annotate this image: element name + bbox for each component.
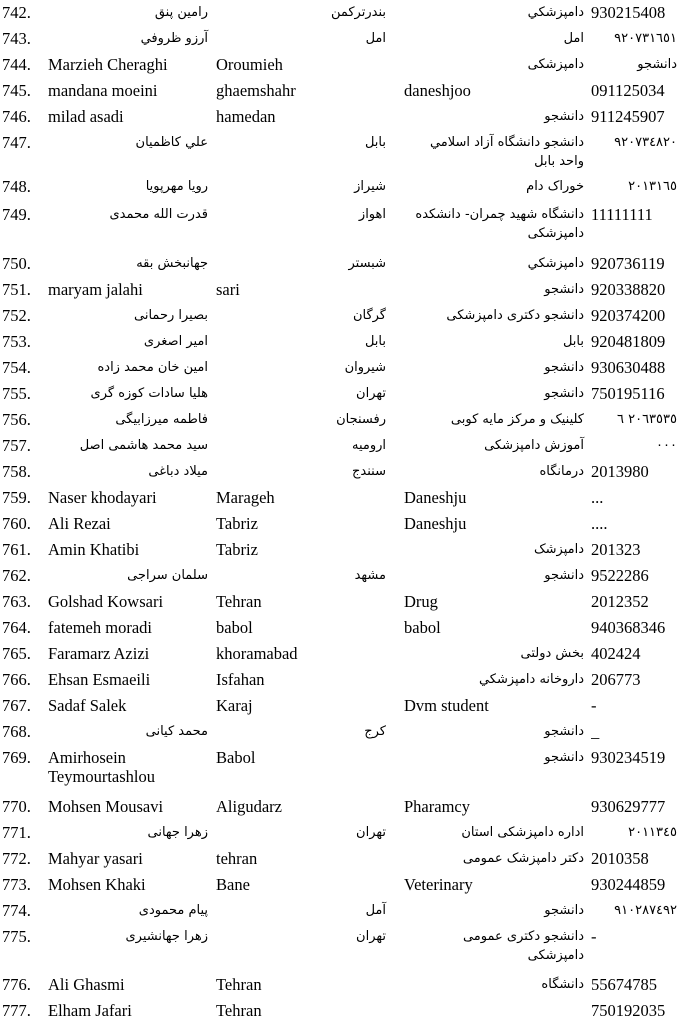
code-cell: دانشجو — [637, 57, 677, 72]
occupation-cell: دانشجو دانشگاه آزاد اسلامي واحد بابل — [429, 135, 584, 169]
occupation-cell: دامپزشکي — [527, 5, 584, 20]
row-number: 762. — [2, 566, 31, 585]
occupation-cell: دانشگاه — [541, 977, 584, 992]
city-cell: بابل — [364, 135, 386, 150]
occupation-cell: دامپزشکی — [527, 57, 584, 72]
city-cell: شيراز — [354, 179, 386, 194]
row-number: 776. — [2, 975, 31, 994]
occupation-cell: کلینیک و مرکز مایه کوبی — [450, 412, 584, 427]
row-number: 769. — [2, 748, 31, 767]
occupation-cell: Drug — [404, 592, 438, 611]
occupation-cell: Pharamcy — [404, 797, 470, 816]
code-cell: 911245907 — [591, 107, 665, 126]
city-cell: sari — [216, 280, 240, 299]
city-cell: تهران — [356, 825, 386, 840]
city-cell: tehran — [216, 849, 258, 868]
row-number: 751. — [2, 280, 31, 299]
row-number: 763. — [2, 592, 31, 611]
city-cell: Tehran — [216, 592, 262, 611]
row-number: 755. — [2, 384, 31, 403]
code-cell: 091125034 — [591, 81, 665, 100]
person-name: Amirhosein Teymourtashlou — [48, 748, 155, 786]
person-name: Faramarz Azizi — [48, 644, 150, 663]
code-cell: 930630488 — [591, 358, 666, 377]
person-name: علي كاظميان — [135, 135, 208, 150]
occupation-cell: دانشجو — [544, 724, 584, 739]
row-number: 747. — [2, 133, 31, 152]
city-cell: بندرترکمن — [330, 5, 386, 20]
code-cell: 920338820 — [591, 280, 666, 299]
occupation-cell: آموزش دامپزشکی — [484, 438, 584, 453]
occupation-cell: Daneshju — [404, 514, 467, 533]
city-cell: Tabriz — [216, 514, 258, 533]
code-cell: 750195116 — [591, 384, 665, 403]
row-number: 761. — [2, 540, 31, 559]
city-cell: Marageh — [216, 488, 275, 507]
city-cell: رفسنجان — [336, 412, 386, 427]
city-cell: گرگان — [352, 308, 386, 323]
code-cell: - — [591, 927, 597, 946]
city-cell: سنندج — [352, 464, 386, 479]
person-name: fatemeh moradi — [48, 618, 152, 637]
row-number: 760. — [2, 514, 31, 533]
row-number: 777. — [2, 1001, 31, 1020]
code-cell: 750192035 — [591, 1001, 666, 1020]
code-cell: 940368346 — [591, 618, 666, 637]
person-name: maryam jalahi — [48, 280, 143, 299]
code-cell: 920374200 — [591, 306, 666, 325]
row-number: 775. — [2, 927, 31, 946]
city-cell: اروميه — [351, 438, 386, 453]
row-number: 744. — [2, 55, 31, 74]
code-cell: - — [591, 696, 597, 715]
code-cell: ٩٢٠٧٣٤٨٢٠ — [614, 135, 677, 150]
code-cell: ... — [591, 488, 604, 507]
row-number: 774. — [2, 901, 31, 920]
code-cell: 402424 — [591, 644, 641, 663]
city-cell: امل — [365, 31, 386, 46]
code-cell: 2012352 — [591, 592, 649, 611]
city-cell: babol — [216, 618, 253, 637]
city-cell: Oroumieh — [216, 55, 283, 74]
person-name: Mohsen Khaki — [48, 875, 146, 894]
row-number: 748. — [2, 177, 31, 196]
city-cell: Babol — [216, 748, 256, 767]
city-cell: کرج — [364, 724, 386, 739]
code-cell: 930629777 — [591, 797, 666, 816]
city-cell: Isfahan — [216, 670, 265, 689]
person-name: Marzieh Cheraghi — [48, 55, 168, 74]
person-name: milad asadi — [48, 107, 124, 126]
code-cell: ٩٢٠٧٣١٦٥١ — [614, 31, 677, 46]
occupation-cell: داروخانه دامپزشکي — [478, 672, 584, 687]
code-cell: 2013980 — [591, 462, 649, 481]
code-cell: 920481809 — [591, 332, 666, 351]
person-name: Mahyar yasari — [48, 849, 143, 868]
occupation-cell: babol — [404, 618, 441, 637]
person-name: محمد کیانی — [145, 724, 208, 739]
occupation-cell: بخش دولتی — [520, 646, 584, 661]
person-name: سید محمد هاشمی اصل — [79, 438, 208, 453]
city-cell: آمل — [365, 903, 386, 918]
person-name: امیر اصغری — [143, 334, 208, 349]
code-cell: 201323 — [591, 540, 641, 559]
city-cell: ghaemshahr — [216, 81, 296, 100]
occupation-cell: دانشجو — [544, 109, 584, 124]
code-cell: 930215408 — [591, 3, 666, 22]
person-name: رامین پنق — [154, 5, 208, 20]
person-name: پیام محمودی — [138, 903, 208, 918]
occupation-cell: امل — [563, 31, 584, 46]
person-name: Naser khodayari — [48, 488, 157, 507]
row-number: 771. — [2, 823, 31, 842]
city-cell: Tehran — [216, 1001, 262, 1020]
person-name: بصيرا رحمانی — [134, 308, 208, 323]
city-cell: اهواز — [358, 207, 386, 222]
row-number: 758. — [2, 462, 31, 481]
city-cell: Karaj — [216, 696, 253, 715]
code-cell: 930244859 — [591, 875, 666, 894]
occupation-cell: Daneshju — [404, 488, 467, 507]
city-cell: Bane — [216, 875, 250, 894]
code-cell: 206773 — [591, 670, 641, 689]
row-number: 765. — [2, 644, 31, 663]
city-cell: شيروان — [344, 360, 386, 375]
person-name: Golshad Kowsari — [48, 592, 164, 611]
code-cell: 55674785 — [591, 975, 657, 994]
row-number: 756. — [2, 410, 31, 429]
occupation-cell: دانشگاه شهید چمران- دانشکده دامپزشکی — [415, 207, 584, 241]
occupation-cell: دانشجو — [544, 360, 584, 375]
person-name: رويا مهرپويا — [145, 179, 208, 194]
row-number: 766. — [2, 670, 31, 689]
occupation-cell: دکتر دامپزشک عمومی — [462, 851, 584, 866]
row-number: 759. — [2, 488, 31, 507]
code-cell: 2010358 — [591, 849, 649, 868]
person-name: Sadaf Salek — [48, 696, 127, 715]
occupation-cell: اداره دامپزشکی استان — [461, 825, 584, 840]
city-cell: مشهد — [354, 568, 386, 583]
occupation-cell: دانشجو — [544, 386, 584, 401]
person-name: Ali Rezai — [48, 514, 111, 533]
row-number: 746. — [2, 107, 31, 126]
occupation-cell: Dvm student — [404, 696, 489, 715]
row-number: 772. — [2, 849, 31, 868]
person-name: فاطمه ميرزابيگی — [115, 412, 208, 427]
code-cell: 920736119 — [591, 254, 665, 273]
occupation-cell: دامپزشکي — [527, 256, 584, 271]
row-number: 749. — [2, 205, 31, 224]
occupation-cell: دانشجو — [544, 750, 584, 765]
person-name: قدرت الله محمدی — [109, 207, 208, 222]
occupation-cell: درمانگاه — [539, 464, 584, 479]
city-cell: Tehran — [216, 975, 262, 994]
row-number: 757. — [2, 436, 31, 455]
row-number: 745. — [2, 81, 31, 100]
row-number: 764. — [2, 618, 31, 637]
code-cell: 930234519 — [591, 748, 666, 767]
person-name: Mohsen Mousavi — [48, 797, 164, 816]
code-cell: ٠٠٠ — [656, 438, 677, 453]
city-cell: khoramabad — [216, 644, 298, 663]
occupation-cell: دامپزشک — [534, 542, 584, 557]
person-name: جهانبخش بقه — [136, 256, 208, 271]
code-cell: ٢٠١٣١٦٥ — [628, 179, 677, 194]
city-cell: Tabriz — [216, 540, 258, 559]
person-name: سلمان سراجی — [127, 568, 208, 583]
code-cell: ٩١٠٢٨٧٤٩٢ — [614, 903, 677, 918]
row-number: 767. — [2, 696, 31, 715]
occupation-cell: بابل — [562, 334, 584, 349]
row-number: 742. — [2, 3, 31, 22]
city-cell: تهران — [356, 386, 386, 401]
code-cell: 11111111 — [591, 205, 653, 224]
code-cell: 9522286 — [591, 566, 649, 585]
code-cell: ٢٠١١٣٤٥ — [628, 825, 677, 840]
row-number: 770. — [2, 797, 31, 816]
occupation-cell: دانشجو — [544, 282, 584, 297]
row-number: 768. — [2, 722, 31, 741]
person-name: mandana moeini — [48, 81, 158, 100]
person-name: آرزو ظروفي — [140, 31, 208, 46]
person-name: Ali Ghasmi — [48, 975, 125, 994]
person-name: Amin Khatibi — [48, 540, 140, 559]
row-number: 773. — [2, 875, 31, 894]
code-cell: ٢٠٦٣٥٣٥ ٦ — [616, 412, 677, 427]
city-cell: Aligudarz — [216, 797, 282, 816]
city-cell: شبستر — [348, 256, 386, 271]
occupation-cell: daneshjoo — [404, 81, 471, 100]
person-name: امين خان محمد زاده — [97, 360, 208, 375]
person-name: Ehsan Esmaeili — [48, 670, 151, 689]
occupation-cell: دانشجو — [544, 903, 584, 918]
row-number: 752. — [2, 306, 31, 325]
code-cell: _ — [591, 722, 600, 741]
city-cell: تهران — [356, 929, 386, 944]
row-number: 743. — [2, 29, 31, 48]
occupation-cell: دانشجو دکتری عمومی دامپزشکی — [462, 929, 584, 963]
occupation-cell: دانشجو دکتری دامپزشکی — [446, 308, 584, 323]
person-name: Elham Jafari — [48, 1001, 132, 1020]
person-name: زهرا جهانشیری — [125, 929, 208, 944]
city-cell: hamedan — [216, 107, 276, 126]
code-cell: .... — [591, 514, 608, 533]
occupation-cell: دانشجو — [544, 568, 584, 583]
row-number: 754. — [2, 358, 31, 377]
person-name: هلیا سادات کوزه گری — [90, 386, 208, 401]
row-number: 753. — [2, 332, 31, 351]
occupation-cell: Veterinary — [404, 875, 473, 894]
city-cell: بابل — [364, 334, 386, 349]
person-name: ميلاد دباغی — [148, 464, 208, 479]
person-name: زهرا جهانی — [147, 825, 208, 840]
row-number: 750. — [2, 254, 31, 273]
occupation-cell: خوراک دام — [526, 179, 584, 194]
